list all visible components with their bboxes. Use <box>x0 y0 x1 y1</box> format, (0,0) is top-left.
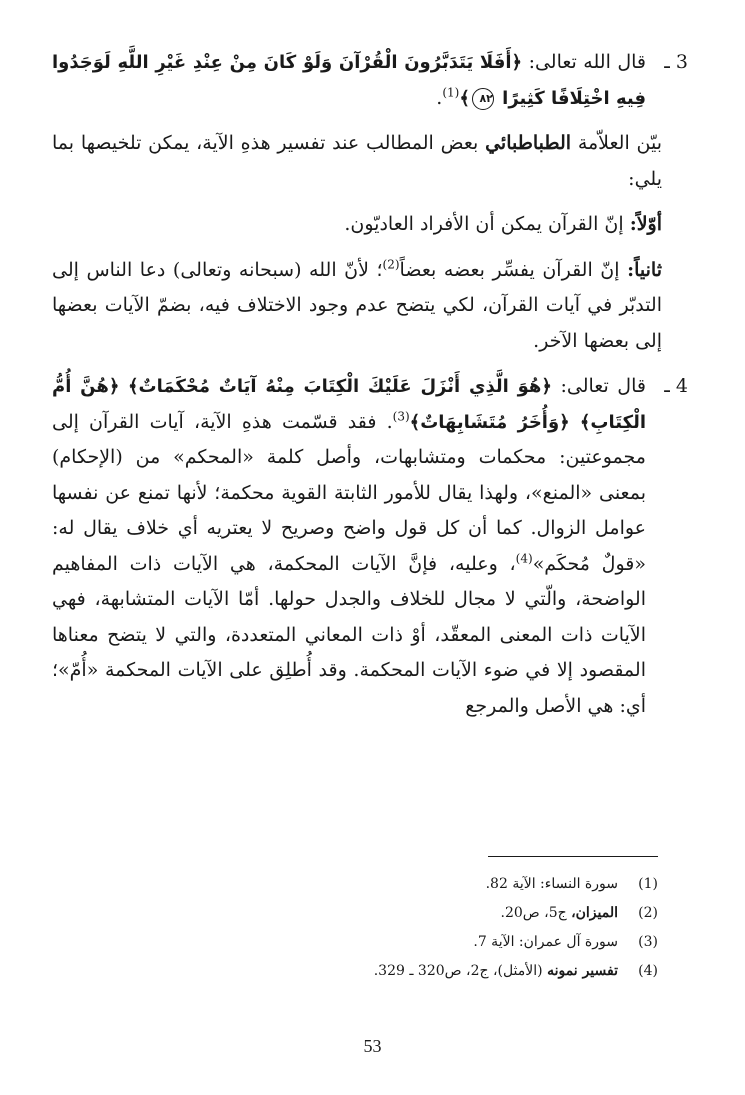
item-number: 3 ـ <box>664 51 688 73</box>
item-number: 4 ـ <box>664 375 688 397</box>
footnote-ref[interactable]: (4) <box>515 551 533 566</box>
footnote-divider <box>488 856 658 857</box>
paragraph-second <box>52 253 688 360</box>
footnote-number: (1) <box>638 876 658 892</box>
quran-verse: ﴿هُوَ الَّذِي أَنْزَلَ عَلَيْكَ الْكِتَابَ مِنْهُ آيَاتٌ مُحْكَمَاتٌ﴾ <box>127 376 552 397</box>
quran-verse: ﴿هُنَّ أُمُّ الْكِتَابِ﴾ <box>52 376 646 433</box>
item-text: . فقد قسّمت هذهِ الآية، آيات القرآن إلى مجموعتين: محكمات ومتشابهات، وأصل كلمة «المحكم» من (الإحكام) بمعنى «المنع»، ولهذا يقال للأمور الثابتة القوية محكمة؛ لأنها تمنع عن نفسها عوامل الزوال. كما أن كل قول واضح وصريح لا يعتريه أي خلاف يقال له: «قولٌ مُحكَم» <box>52 410 646 575</box>
footnote-text: ج5، ص20. <box>500 905 572 921</box>
footnote-ref[interactable]: (2) <box>382 257 400 272</box>
item-intro: قال الله تعالى: <box>528 51 646 73</box>
footnote-number: (3) <box>638 934 658 950</box>
footnote-ref[interactable]: (3) <box>392 409 410 424</box>
footnote-text: (الأمثل)، ج2، ص320 ـ 329. <box>373 963 548 979</box>
footnote-number: (2) <box>638 905 658 921</box>
footnote-source: الميزان، <box>571 905 618 921</box>
item-intro: قال تعالى: <box>560 375 646 397</box>
text: بعض المطالب عند تفسير هذهِ الآية، يمكن تلخيصها بما يلي: <box>52 132 662 190</box>
footnote-text: سورة آل عمران: الآية 7. <box>473 934 618 950</box>
item-body <box>52 369 646 724</box>
item-body <box>52 45 646 116</box>
list-item-4 <box>52 369 688 724</box>
list-item-3 <box>52 45 688 116</box>
author-name: الطباطبائي <box>485 132 572 154</box>
point-text: ؛ لأنّ الله (سبحانه وتعالى) دعا الناس إلى التدبّر في آيات القرآن، لكي يتضح عدم وجود الاختلاف فيه، بضمّ الآيات بعضها إلى بعضها الآخر. <box>52 258 662 352</box>
footnotes <box>374 870 658 986</box>
text: بيّن العلاّمة <box>577 132 662 154</box>
point-text: إنّ القرآن يمكن أن الأفراد العاديّون. <box>344 213 624 235</box>
paragraph-tabatabai <box>52 126 688 197</box>
footnote-source: تفسير نمونه <box>547 963 618 979</box>
footnote-item <box>374 957 658 986</box>
page-number: 53 <box>363 1036 382 1056</box>
footnote-item <box>374 870 658 899</box>
footnote-number: (4) <box>638 963 658 979</box>
paragraph-first <box>52 207 688 243</box>
quran-text: أَفَلَا يَتَدَبَّرُونَ الْقُرْآنَ وَلَوْ كَانَ مِنْ عِنْدِ غَيْرِ اللَّهِ لَوَجَدُوا فِيهِ اخْتِلَافًا كَثِيرًا <box>52 52 646 109</box>
page-body <box>52 45 688 724</box>
ayah-number-mark: ٨٢ <box>472 88 494 110</box>
footnote-ref[interactable]: (1) <box>442 85 460 100</box>
footnote-item <box>374 899 658 928</box>
point-label: أوّلاً: <box>629 213 662 235</box>
point-text: إنّ القرآن يفسِّر بعضه بعضاً <box>399 258 620 281</box>
quran-close-bracket: ﴾ <box>459 87 470 109</box>
quran-open-bracket: ﴿ <box>511 52 523 73</box>
footnote-text: سورة النساء: الآية 82. <box>485 876 618 892</box>
footnote-item <box>374 928 658 957</box>
point-label: ثانياً: <box>627 258 662 281</box>
sentence-end: . <box>436 86 443 109</box>
item-text: ، وعليه، فإنَّ الآيات المحكمة، هي الآيات ذات المفاهيم الواضحة، والّتي لا مجال للخلاف والجدل حولها. أمّا الآيات المتشابهة، فهي الآيات ذات المعنى المعقّد، أوْ ذات المعاني المتعددة، والتي لا يتضح معناها المقصود إلا في ضوء الآيات المحكمة. وقد أُطلِق على الآيات المحكمة «أُمّ»؛ أي: هي الأصل والمرجع <box>52 552 646 717</box>
quran-verse: ﴿وَأُخَرُ مُتَشَابِهَاتٌ﴾ <box>409 411 570 433</box>
